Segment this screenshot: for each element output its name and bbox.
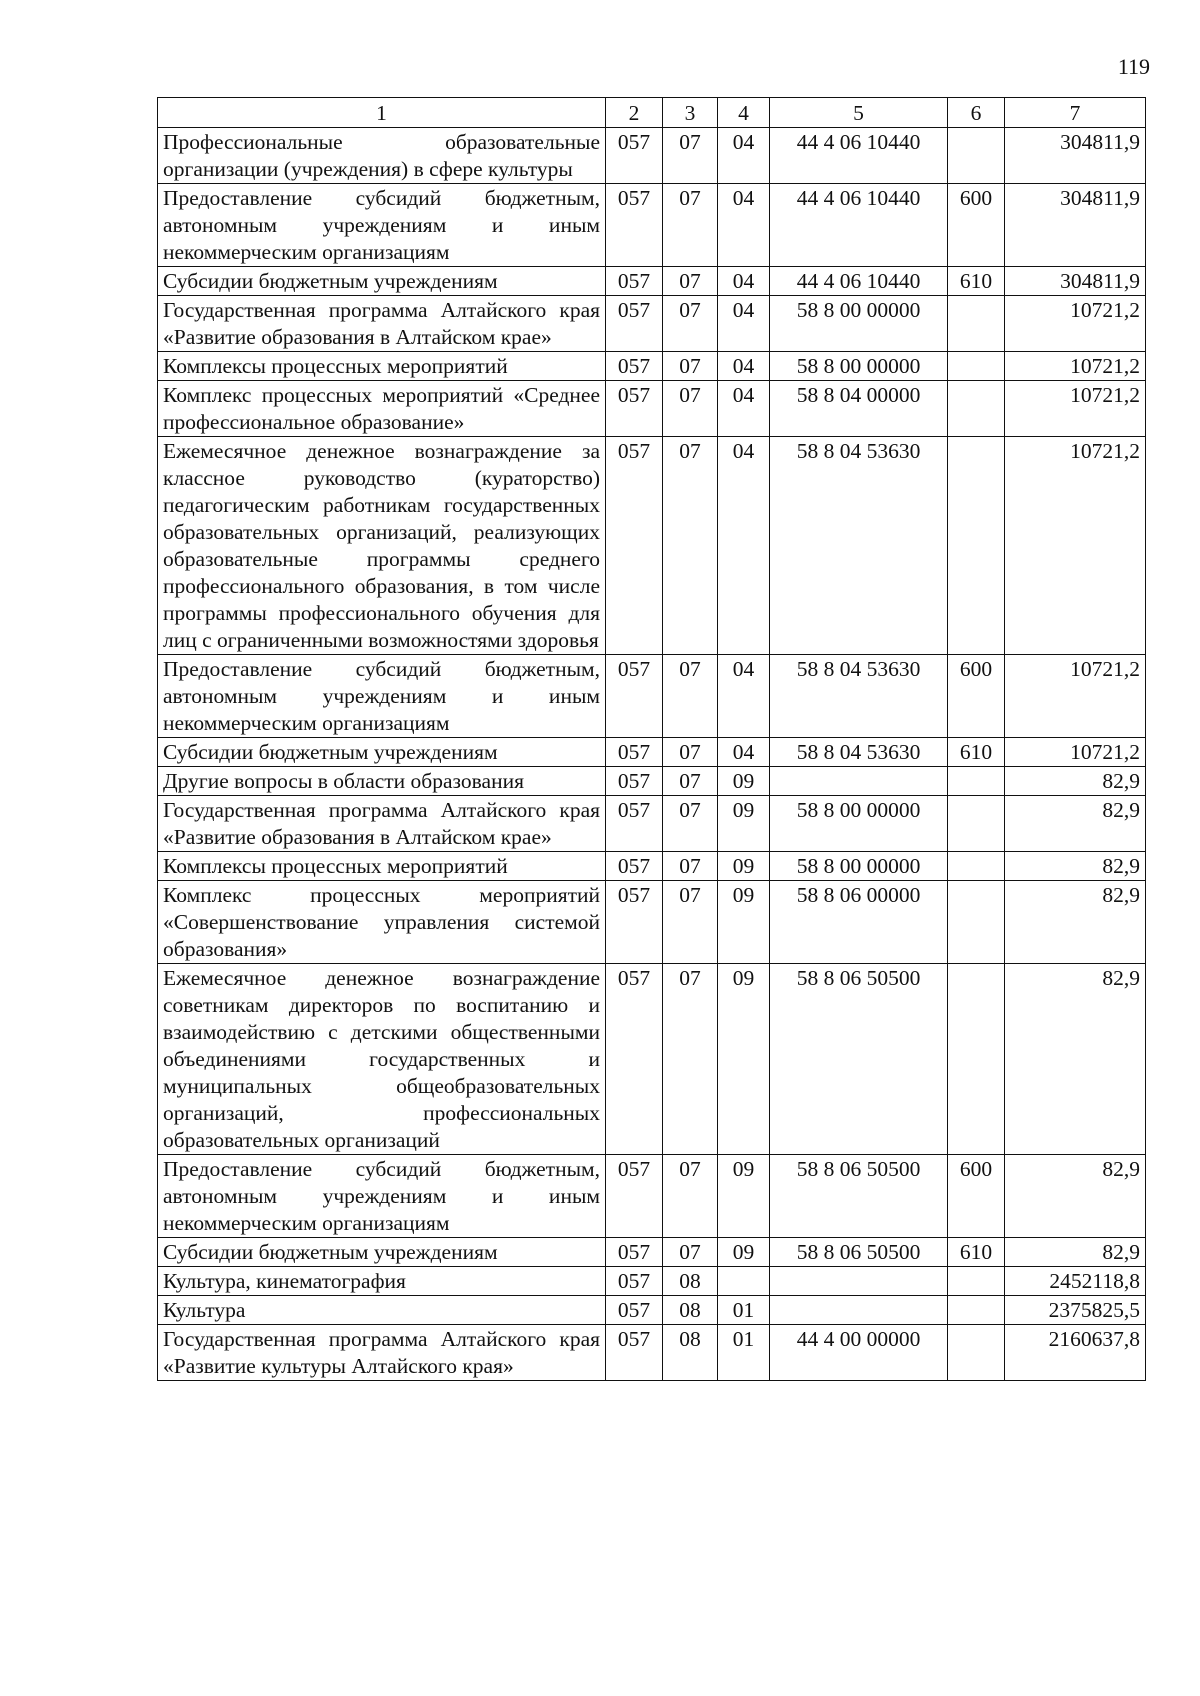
admin-code-cell: 057 xyxy=(606,767,663,796)
subsection-code-cell: 04 xyxy=(718,352,770,381)
subsection-code-cell: 04 xyxy=(718,296,770,352)
subsection-code-cell: 09 xyxy=(718,1238,770,1267)
table-row xyxy=(158,381,1146,437)
expense-kind-cell xyxy=(948,381,1005,437)
subsection-code-cell: 09 xyxy=(718,881,770,964)
target-code-cell: 58 8 04 00000 xyxy=(770,381,948,437)
table-row xyxy=(158,796,1146,852)
section-code-cell: 07 xyxy=(663,296,718,352)
row-name-cell: Комплексы процессных мероприятий xyxy=(158,352,606,381)
admin-code-cell: 057 xyxy=(606,655,663,738)
admin-code-cell: 057 xyxy=(606,437,663,655)
subsection-code-cell: 01 xyxy=(718,1325,770,1381)
admin-code-cell: 057 xyxy=(606,381,663,437)
row-name-cell: Предоставление субсидий бюджетным, автономным учреждениям и иным некоммерческим организациям xyxy=(158,184,606,267)
admin-code-cell: 057 xyxy=(606,1155,663,1238)
expense-kind-cell xyxy=(948,1267,1005,1296)
subsection-code-cell: 09 xyxy=(718,1155,770,1238)
amount-cell: 10721,2 xyxy=(1005,352,1146,381)
admin-code-cell: 057 xyxy=(606,738,663,767)
amount-cell: 82,9 xyxy=(1005,852,1146,881)
table-body xyxy=(158,128,1146,1381)
subsection-code-cell: 04 xyxy=(718,128,770,184)
section-code-cell: 07 xyxy=(663,881,718,964)
page-number: 119 xyxy=(1117,54,1150,79)
subsection-code-cell: 04 xyxy=(718,437,770,655)
expense-kind-cell xyxy=(948,852,1005,881)
row-name-cell: Субсидии бюджетным учреждениям xyxy=(158,738,606,767)
table-row xyxy=(158,1155,1146,1238)
target-code-cell: 44 4 06 10440 xyxy=(770,184,948,267)
section-code-cell: 07 xyxy=(663,437,718,655)
admin-code-cell: 057 xyxy=(606,267,663,296)
expense-kind-cell: 600 xyxy=(948,1155,1005,1238)
amount-cell: 2160637,8 xyxy=(1005,1325,1146,1381)
amount-cell: 304811,9 xyxy=(1005,128,1146,184)
admin-code-cell: 057 xyxy=(606,296,663,352)
admin-code-cell: 057 xyxy=(606,1296,663,1325)
section-code-cell: 08 xyxy=(663,1296,718,1325)
expense-kind-cell xyxy=(948,352,1005,381)
row-name-cell: Профессиональные образовательные организации (учреждения) в сфере культуры xyxy=(158,128,606,184)
budget-table xyxy=(157,97,1146,1381)
row-name-cell: Культура, кинематография xyxy=(158,1267,606,1296)
target-code-cell: 44 4 06 10440 xyxy=(770,267,948,296)
table-row xyxy=(158,1296,1146,1325)
column-header: 4 xyxy=(718,98,770,128)
amount-cell: 82,9 xyxy=(1005,1155,1146,1238)
subsection-code-cell: 09 xyxy=(718,767,770,796)
table-row xyxy=(158,1267,1146,1296)
row-name-cell: Ежемесячное денежное вознаграждение советникам директоров по воспитанию и взаимодействию с детскими общественными объединениями государственных и муниципальных общеобразовательных организаций, профессиональных образовательных организаций xyxy=(158,964,606,1155)
expense-kind-cell xyxy=(948,767,1005,796)
table-row xyxy=(158,184,1146,267)
row-name-cell: Государственная программа Алтайского края «Развитие образования в Алтайском крае» xyxy=(158,296,606,352)
subsection-code-cell: 04 xyxy=(718,655,770,738)
section-code-cell: 07 xyxy=(663,852,718,881)
row-name-cell: Предоставление субсидий бюджетным, автономным учреждениям и иным некоммерческим организациям xyxy=(158,1155,606,1238)
section-code-cell: 07 xyxy=(663,1238,718,1267)
row-name-cell: Субсидии бюджетным учреждениям xyxy=(158,267,606,296)
table-row xyxy=(158,437,1146,655)
subsection-code-cell: 04 xyxy=(718,184,770,267)
target-code-cell: 58 8 00 00000 xyxy=(770,852,948,881)
expense-kind-cell xyxy=(948,1296,1005,1325)
amount-cell: 10721,2 xyxy=(1005,437,1146,655)
expense-kind-cell: 610 xyxy=(948,1238,1005,1267)
amount-cell: 2452118,8 xyxy=(1005,1267,1146,1296)
expense-kind-cell: 610 xyxy=(948,267,1005,296)
amount-cell: 304811,9 xyxy=(1005,184,1146,267)
target-code-cell: 58 8 00 00000 xyxy=(770,352,948,381)
target-code-cell xyxy=(770,767,948,796)
target-code-cell: 58 8 06 50500 xyxy=(770,1155,948,1238)
admin-code-cell: 057 xyxy=(606,352,663,381)
expense-kind-cell: 610 xyxy=(948,738,1005,767)
column-header: 3 xyxy=(663,98,718,128)
table-row xyxy=(158,738,1146,767)
subsection-code-cell xyxy=(718,1267,770,1296)
column-header: 5 xyxy=(770,98,948,128)
target-code-cell: 44 4 06 10440 xyxy=(770,128,948,184)
target-code-cell: 58 8 00 00000 xyxy=(770,796,948,852)
admin-code-cell: 057 xyxy=(606,128,663,184)
amount-cell: 82,9 xyxy=(1005,767,1146,796)
target-code-cell: 58 8 06 50500 xyxy=(770,1238,948,1267)
subsection-code-cell: 04 xyxy=(718,267,770,296)
expense-kind-cell: 600 xyxy=(948,655,1005,738)
expense-kind-cell xyxy=(948,437,1005,655)
expense-kind-cell xyxy=(948,881,1005,964)
row-name-cell: Ежемесячное денежное вознаграждение за классное руководство (кураторство) педагогическим работникам государственных образовательных организаций, реализующих образовательные программы среднего профессионального образования, в том числе программы профессионального обучения для лиц с ограниченными возможностями здоровья xyxy=(158,437,606,655)
row-name-cell: Государственная программа Алтайского края «Развитие образования в Алтайском крае» xyxy=(158,796,606,852)
amount-cell: 10721,2 xyxy=(1005,296,1146,352)
admin-code-cell: 057 xyxy=(606,1267,663,1296)
column-header: 1 xyxy=(158,98,606,128)
amount-cell: 10721,2 xyxy=(1005,381,1146,437)
row-name-cell: Комплекс процессных мероприятий «Среднее профессиональное образование» xyxy=(158,381,606,437)
table-row xyxy=(158,296,1146,352)
subsection-code-cell: 04 xyxy=(718,381,770,437)
expense-kind-cell xyxy=(948,128,1005,184)
expense-kind-cell xyxy=(948,1325,1005,1381)
table-row xyxy=(158,852,1146,881)
table-row xyxy=(158,767,1146,796)
amount-cell: 10721,2 xyxy=(1005,655,1146,738)
expense-kind-cell xyxy=(948,964,1005,1155)
row-name-cell: Культура xyxy=(158,1296,606,1325)
section-code-cell: 07 xyxy=(663,381,718,437)
target-code-cell: 58 8 04 53630 xyxy=(770,437,948,655)
subsection-code-cell: 09 xyxy=(718,852,770,881)
section-code-cell: 07 xyxy=(663,184,718,267)
expense-kind-cell xyxy=(948,296,1005,352)
section-code-cell: 07 xyxy=(663,964,718,1155)
admin-code-cell: 057 xyxy=(606,852,663,881)
admin-code-cell: 057 xyxy=(606,881,663,964)
admin-code-cell: 057 xyxy=(606,1238,663,1267)
target-code-cell: 58 8 00 00000 xyxy=(770,296,948,352)
table-row xyxy=(158,1325,1146,1381)
table-row xyxy=(158,655,1146,738)
section-code-cell: 08 xyxy=(663,1325,718,1381)
table-row xyxy=(158,128,1146,184)
admin-code-cell: 057 xyxy=(606,184,663,267)
subsection-code-cell: 04 xyxy=(718,738,770,767)
amount-cell: 304811,9 xyxy=(1005,267,1146,296)
target-code-cell: 58 8 04 53630 xyxy=(770,655,948,738)
row-name-cell: Государственная программа Алтайского края «Развитие культуры Алтайского края» xyxy=(158,1325,606,1381)
section-code-cell: 07 xyxy=(663,796,718,852)
row-name-cell: Предоставление субсидий бюджетным, автономным учреждениям и иным некоммерческим организациям xyxy=(158,655,606,738)
column-header: 2 xyxy=(606,98,663,128)
section-code-cell: 07 xyxy=(663,267,718,296)
target-code-cell: 58 8 06 50500 xyxy=(770,964,948,1155)
target-code-cell: 58 8 04 53630 xyxy=(770,738,948,767)
section-code-cell: 07 xyxy=(663,128,718,184)
admin-code-cell: 057 xyxy=(606,796,663,852)
table-row xyxy=(158,964,1146,1155)
row-name-cell: Другие вопросы в области образования xyxy=(158,767,606,796)
column-header: 7 xyxy=(1005,98,1146,128)
amount-cell: 10721,2 xyxy=(1005,738,1146,767)
subsection-code-cell: 09 xyxy=(718,964,770,1155)
target-code-cell xyxy=(770,1267,948,1296)
row-name-cell: Субсидии бюджетным учреждениям xyxy=(158,1238,606,1267)
table-row xyxy=(158,267,1146,296)
amount-cell: 82,9 xyxy=(1005,964,1146,1155)
column-header: 6 xyxy=(948,98,1005,128)
subsection-code-cell: 09 xyxy=(718,796,770,852)
section-code-cell: 07 xyxy=(663,352,718,381)
table-row xyxy=(158,1238,1146,1267)
target-code-cell xyxy=(770,1296,948,1325)
amount-cell: 82,9 xyxy=(1005,881,1146,964)
section-code-cell: 07 xyxy=(663,738,718,767)
target-code-cell: 44 4 00 00000 xyxy=(770,1325,948,1381)
admin-code-cell: 057 xyxy=(606,964,663,1155)
section-code-cell: 07 xyxy=(663,655,718,738)
table-row xyxy=(158,352,1146,381)
section-code-cell: 07 xyxy=(663,767,718,796)
section-code-cell: 08 xyxy=(663,1267,718,1296)
amount-cell: 2375825,5 xyxy=(1005,1296,1146,1325)
row-name-cell: Комплексы процессных мероприятий xyxy=(158,852,606,881)
target-code-cell: 58 8 06 00000 xyxy=(770,881,948,964)
section-code-cell: 07 xyxy=(663,1155,718,1238)
amount-cell: 82,9 xyxy=(1005,796,1146,852)
table-row xyxy=(158,881,1146,964)
expense-kind-cell: 600 xyxy=(948,184,1005,267)
table-header-row xyxy=(158,98,1146,128)
row-name-cell: Комплекс процессных мероприятий «Совершенствование управления системой образования» xyxy=(158,881,606,964)
subsection-code-cell: 01 xyxy=(718,1296,770,1325)
admin-code-cell: 057 xyxy=(606,1325,663,1381)
amount-cell: 82,9 xyxy=(1005,1238,1146,1267)
expense-kind-cell xyxy=(948,796,1005,852)
